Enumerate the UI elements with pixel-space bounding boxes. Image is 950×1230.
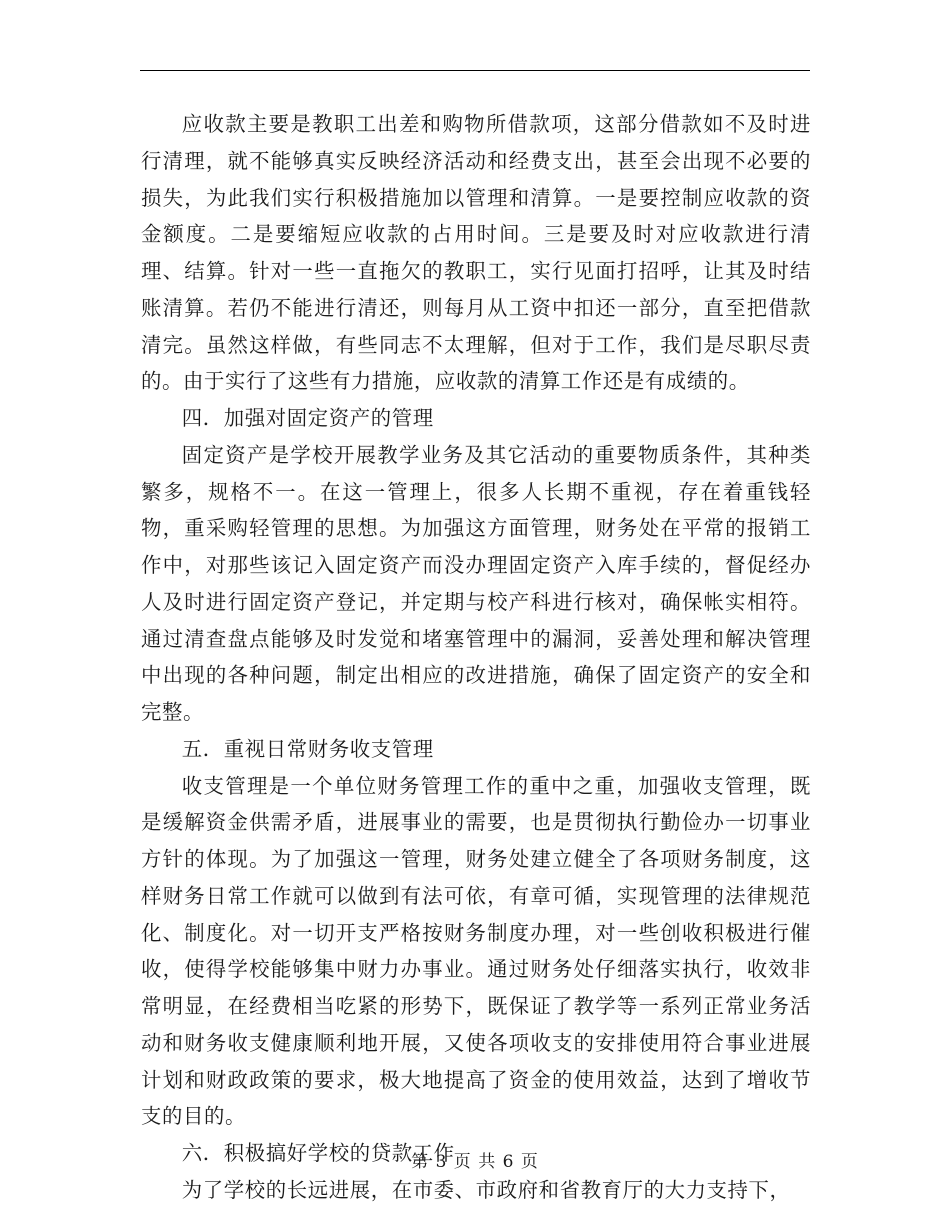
section-heading-5: 五．重视日常财务收支管理	[181, 736, 434, 761]
paragraph-revenue-expenditure: 收支管理是一个单位财务管理工作的重中之重，加强收支管理，既是缓解资金供需矛盾，进展事业的需要，也是贯彻执行勤俭办一切事业方针的体现。为了加强这一管理，财务处建立健全了各项财务制度，这样财务日常工作就可以做到有法可依，有章可循，实现管理的法律规范化、制度化。对一切开支严格按财务制度办理，对一些创收积极进行催收，使得学校能够集中财力办事业。通过财务处仔细落实执行，收效非常明显，在经费相当吃紧的形势下，既保证了教学等一系列正常业务活动和财务收支健康顺利地开展，又使各项收支的安排使用符合事业进展计划和财政政策的要求，极大地提高了资金的使用效益，达到了增收节支的目的。	[141, 773, 811, 1129]
body-text	[141, 106, 811, 1209]
paragraph-fixed-assets: 固定资产是学校开展教学业务及其它活动的重要物质条件，其种类繁多，规格不一。在这一管理上，很多人长期不重视，存在着重钱轻物，重采购轻管理的思想。为加强这方面管理，财务处在平常的报销工作中，对那些该记入固定资产而没办理固定资产入库手续的，督促经办人及时进行固定资产登记，并定期与校产科进行核对，确保帐实相符。通过清查盘点能够及时发觉和堵塞管理中的漏洞，妥善处理和解决管理中出现的各种问题，制定出相应的改进措施，确保了固定资产的安全和完整。	[141, 442, 811, 724]
section-heading-4: 四．加强对固定资产的管理	[181, 406, 434, 430]
paragraph-loans: 为了学校的长远进展，在市委、市政府和省教育厅的大力支持下，	[181, 1177, 791, 1202]
paragraph-receivables: 应收款主要是教职工出差和购物所借款项，这部分借款如不及时进行清理，就不能够真实反映经济活动和经费支出，甚至会出现不必要的损失，为此我们实行积极措施加以管理和清算。一是要控制应收款的资金额度。二是要缩短应收款的占用时间。三是要及时对应收款进行清理、结算。针对一些一直拖欠的教职工，实行见面打招呼，让其及时结账清算。若仍不能进行清还，则每月从工资中扣还一部分，直至把借款清完。虽然这样做，有些同志不太理解，但对于工作，我们是尽职尽责的。由于实行了这些有力措施，应收款的清算工作还是有成绩的。	[141, 112, 811, 394]
header-rule	[140, 70, 810, 71]
page-footer: 第 3 页 共 6 页	[411, 1152, 539, 1172]
section-heading-6: 六．积极搞好学校的贷款工作	[181, 1141, 455, 1165]
